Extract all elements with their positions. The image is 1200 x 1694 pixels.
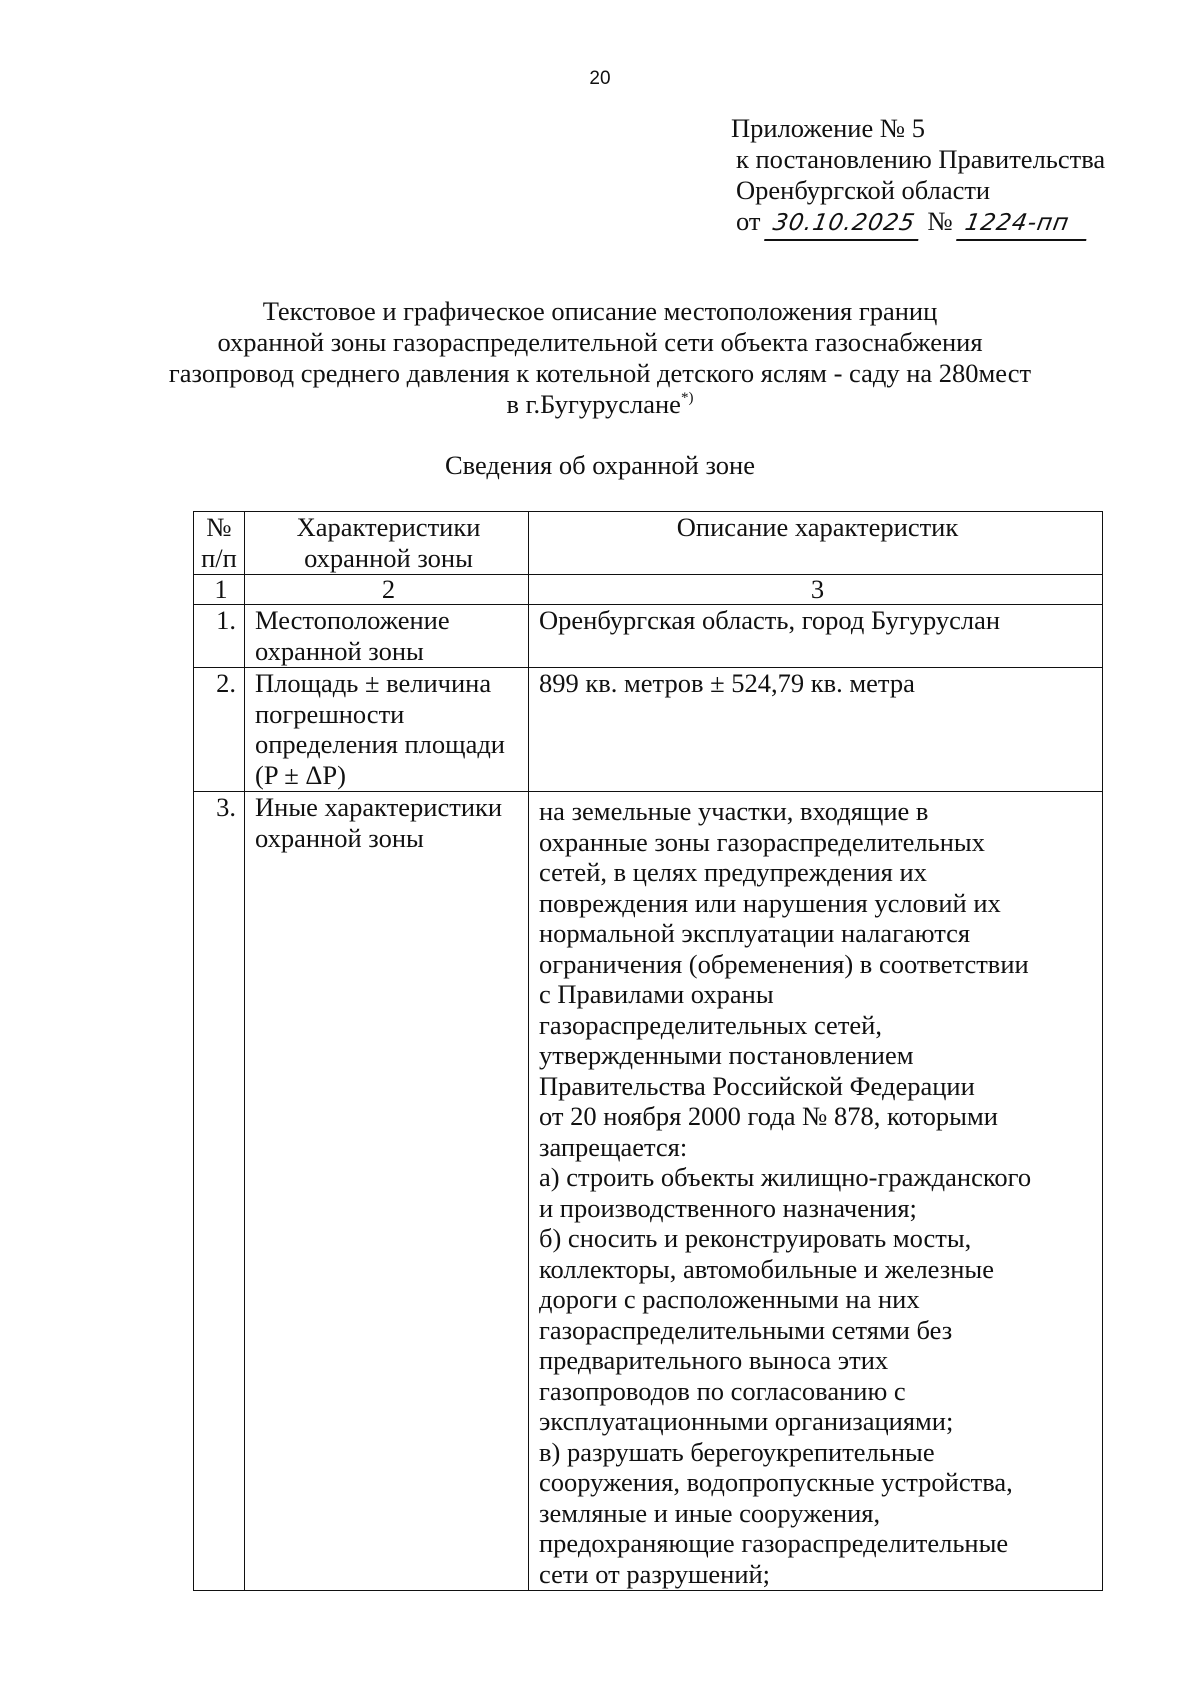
row-characteristic bbox=[245, 605, 529, 668]
characteristic-line: Площадь ± величина bbox=[255, 668, 492, 698]
description-line: Оренбургская область, город Бугуруслан bbox=[539, 605, 1001, 635]
section-title: Сведения об охранной зоне bbox=[444, 450, 755, 480]
appendix-line-2: к постановлению Правительства bbox=[736, 144, 1106, 174]
footnote-mark: *) bbox=[680, 390, 694, 406]
index-cell-1: 1 bbox=[194, 575, 245, 605]
row-number: 1. bbox=[194, 605, 245, 668]
protected-zone-table bbox=[193, 511, 1103, 1591]
description-line: газораспределительными сетями без bbox=[539, 1314, 953, 1345]
row-number: 3. bbox=[194, 792, 245, 1591]
title-line-4-text: в г.Бугуруслане bbox=[506, 389, 681, 419]
row-description bbox=[529, 668, 1103, 792]
table-row bbox=[194, 605, 1103, 668]
table-row bbox=[194, 668, 1103, 792]
description-line: сетей, в целях предупреждения их bbox=[539, 857, 927, 887]
table-row bbox=[194, 792, 1103, 1591]
description-line: ограничения (обременения) в соответствии bbox=[539, 948, 1029, 979]
description-line: а) строить объекты жилищно-гражданского bbox=[539, 1162, 1032, 1192]
title-line-4 bbox=[0, 389, 1200, 420]
row-characteristic bbox=[245, 792, 529, 1591]
description-line: коллекторы, автомобильные и железные bbox=[539, 1253, 994, 1284]
description-line: от 20 ноября 2000 года № 878, которыми bbox=[539, 1101, 998, 1131]
number-sign: № bbox=[927, 206, 953, 236]
description-line: газораспределительных сетей, bbox=[539, 1009, 882, 1040]
description-line: предохраняющие газораспределительные bbox=[539, 1528, 1009, 1558]
table-index-row bbox=[194, 575, 1103, 605]
characteristic-line: охранной зоны bbox=[255, 635, 424, 666]
row-description bbox=[529, 605, 1103, 668]
characteristic-line: Местоположение bbox=[255, 605, 450, 635]
description-line: дороги с расположенными на них bbox=[539, 1284, 920, 1314]
description-line: повреждения или нарушения условий их bbox=[539, 887, 1001, 918]
description-line: б) сносить и реконструировать мосты, bbox=[539, 1223, 972, 1253]
characteristic-line: определения площади bbox=[255, 729, 505, 759]
row-number: 2. bbox=[194, 668, 245, 792]
title-line-2: охранной зоны газораспределительной сети объекта газоснабжения bbox=[217, 327, 983, 357]
title-line-3: газопровод среднего давления к котельной детского яслям - саду на 280мест bbox=[168, 358, 1032, 388]
date-prefix: от bbox=[736, 206, 761, 236]
description-line: сети от разрушений; bbox=[539, 1558, 771, 1589]
appendix-block bbox=[731, 113, 1105, 241]
characteristic-line: (P ± ΔP) bbox=[255, 759, 346, 790]
page-number: 20 bbox=[589, 68, 611, 89]
document-title bbox=[0, 296, 1200, 420]
handwritten-date: 30.10.2025 bbox=[764, 208, 924, 241]
appendix-line-1: Приложение № 5 bbox=[731, 113, 926, 143]
header-description: Описание характеристик bbox=[529, 512, 1103, 575]
description-line: газопроводов по согласованию с bbox=[539, 1375, 906, 1406]
index-cell-3: 3 bbox=[529, 575, 1103, 605]
row-description bbox=[529, 792, 1103, 1591]
description-line: земляные и иные сооружения, bbox=[539, 1497, 881, 1528]
header-num-line-2: п/п bbox=[201, 542, 237, 573]
table-header-row bbox=[194, 512, 1103, 575]
header-num-line-1: № bbox=[206, 512, 232, 542]
description-line: сооружения, водопропускные устройства, bbox=[539, 1467, 1013, 1497]
description-line: в) разрушать берегоукрепительные bbox=[539, 1436, 935, 1467]
description-line: запрещается: bbox=[539, 1131, 688, 1162]
header-characteristics bbox=[245, 512, 529, 575]
description-line: на земельные участки, входящие в bbox=[539, 796, 929, 826]
characteristic-line: погрешности bbox=[255, 698, 405, 729]
handwritten-number: 1224-пп bbox=[956, 208, 1092, 241]
appendix-line-3: Оренбургской области bbox=[736, 175, 991, 205]
row-characteristic bbox=[245, 668, 529, 792]
description-line: с Правилами охраны bbox=[539, 979, 774, 1009]
description-line: предварительного выноса этих bbox=[539, 1345, 889, 1375]
characteristic-line: Иные характеристики bbox=[255, 792, 503, 822]
description-line: утвержденными постановлением bbox=[539, 1040, 914, 1070]
header-num bbox=[194, 512, 245, 575]
title-line-1: Текстовое и графическое описание местоположения границ bbox=[262, 296, 938, 326]
header-char-line-2: охранной зоны bbox=[304, 542, 473, 573]
description-line: эксплуатационными организациями; bbox=[539, 1406, 954, 1436]
description-line: Правительства Российской Федерации bbox=[539, 1070, 975, 1101]
description-line: нормальной эксплуатации налагаются bbox=[539, 918, 971, 948]
appendix-date-line bbox=[736, 206, 1105, 241]
characteristic-line: охранной зоны bbox=[255, 822, 424, 853]
description-line: 899 кв. метров ± 524,79 кв. метра bbox=[539, 668, 915, 698]
description-line: и производственного назначения; bbox=[539, 1192, 917, 1223]
header-char-line-1: Характеристики bbox=[296, 512, 481, 542]
description-line: охранные зоны газораспределительных bbox=[539, 826, 985, 857]
index-cell-2: 2 bbox=[245, 575, 529, 605]
